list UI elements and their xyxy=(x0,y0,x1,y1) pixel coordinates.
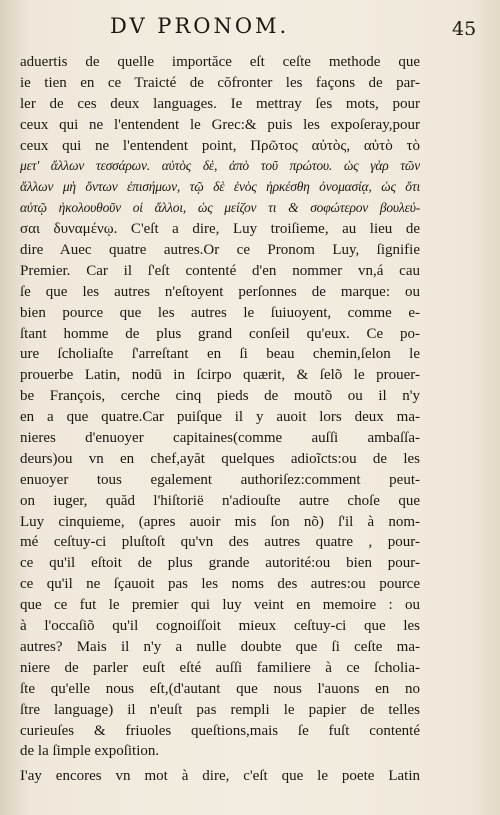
text-line: curieuſes & friuoles queſtions,mais ſe fuſt contenté xyxy=(20,722,420,739)
text-line: de la ſimple expoſition. xyxy=(20,743,160,760)
text-line: ſtre language) il n'euſt pas rempli le papier de telles xyxy=(20,701,420,718)
text-line: en a que quatre.Car puiſque il y auoit lors deux ma- xyxy=(20,409,420,426)
text-line: que ce fut le premier qui luy veint en memoire : ou xyxy=(20,597,420,614)
text-line: prouerbe Latin, nodū in ſcirpo quærit, & ſelõ le prouer- xyxy=(20,367,420,384)
text-line: à l'occaſiõ qu'il cognoiſſoit mieux ceſtuy-ci que les xyxy=(20,618,420,635)
text-line: bien pource que les autres le ſuiuoyent, comme e- xyxy=(20,304,420,321)
greek-quote-line: αὐτῷ ἠκολουθοῦν οἱ ἄλλοι, ὡς μείζον τι & σοφώτερον βουλεύ- xyxy=(20,200,420,216)
text-line: enuoyer tous egalement authoriſez:comment peut- xyxy=(20,471,420,488)
text-line: ſte qu'elle nous eſt,(d'autant que nous l'auons en no xyxy=(20,680,420,697)
page-header xyxy=(0,14,500,44)
text-line: be François, cerche cinq pieds de moutõ ou il n'y xyxy=(20,388,420,405)
text-line: ſtant homme de plus grand conſeil qu'eux. Ce po- xyxy=(20,325,420,342)
text-line: nieres d'enuoyer capitaines(comme auſſi ambaſſa- xyxy=(20,430,420,447)
text-line: mé ceſtuy-ci pluſtoſt qu'vn des autres quatre , pour- xyxy=(20,534,420,551)
text-line: ſe que les autres n'eſtoyent perſonnes de marque: ou xyxy=(20,283,420,300)
text-line: Luy cinquieme, (apres auoir mis ſon nõ) ſ'il à nom- xyxy=(20,513,420,530)
text-line: ure ſcholiaſte ſ'arreſtant en ſi beau chemin,ſelon le xyxy=(20,346,420,363)
text-line: ce qu'il ne ſçauoit pas les noms des autres:ou pource xyxy=(20,576,420,593)
text-line: ceux qui ne l'entendent le Grec:& puis les expoſeray,pour xyxy=(20,116,420,133)
greek-quote-line: μετ' ἄλλων τεσσάρων. αὐτὸς δὲ, ἀπὸ τοῦ πρώτου. ὡς γὰρ τῶν xyxy=(20,158,420,174)
text-line: ce qu'il eſtoit de plus grande autorité:ou bien pour- xyxy=(20,555,420,572)
text-line: σαι δυναμένῳ. C'eſt a dire, Luy troiſieme, au lieu de xyxy=(20,221,420,238)
text-line: ie tien en ce Traicté de cŏfronter les façons de par- xyxy=(20,74,420,91)
page-number: 45 xyxy=(452,18,477,40)
text-line: ceux qui ne l'entendent point, Πρῶτος αὐτὸς, αὐτὸ τὸ xyxy=(20,137,420,154)
running-title: DV PRONOM. xyxy=(110,14,290,38)
text-line: niere de parler euſt eſté auſſi familiere à ce ſcholia- xyxy=(20,659,420,676)
text-line: Premier. Car il ſ'eſt contenté d'en nommer vn,á cau xyxy=(20,262,420,279)
text-line: dire Auec quatre autres.Or ce Pronom Luy, ſignifie xyxy=(20,242,420,259)
paragraph-first-line: I'ay encores vn mot à dire, c'eſt que le poete Latin xyxy=(20,768,420,785)
text-line: on iuger, quăd l'hiſtorië n'adiouſte autre choſe que xyxy=(20,492,420,509)
text-line: deurs)ou vn en chef,ayăt quelques adioĩcts:ou de les xyxy=(20,450,420,467)
text-line: aduertis de quelle importăce eſt ceſte methode que xyxy=(20,54,420,70)
text-line: ler de ces deux languages. Ie mettray ſes mots, pour xyxy=(20,95,420,112)
greek-quote-line: ἄλλων μὴ ὄντων ἐπισήμων, τῷ δὲ ἑνὸς ἠρκέσθη ὀνομασίᾳ, ὡς ὅτι xyxy=(20,179,420,195)
text-line: autres? Mais il n'y a nulle doubte que ſi ceſte ma- xyxy=(20,638,420,655)
body-text xyxy=(20,52,420,787)
